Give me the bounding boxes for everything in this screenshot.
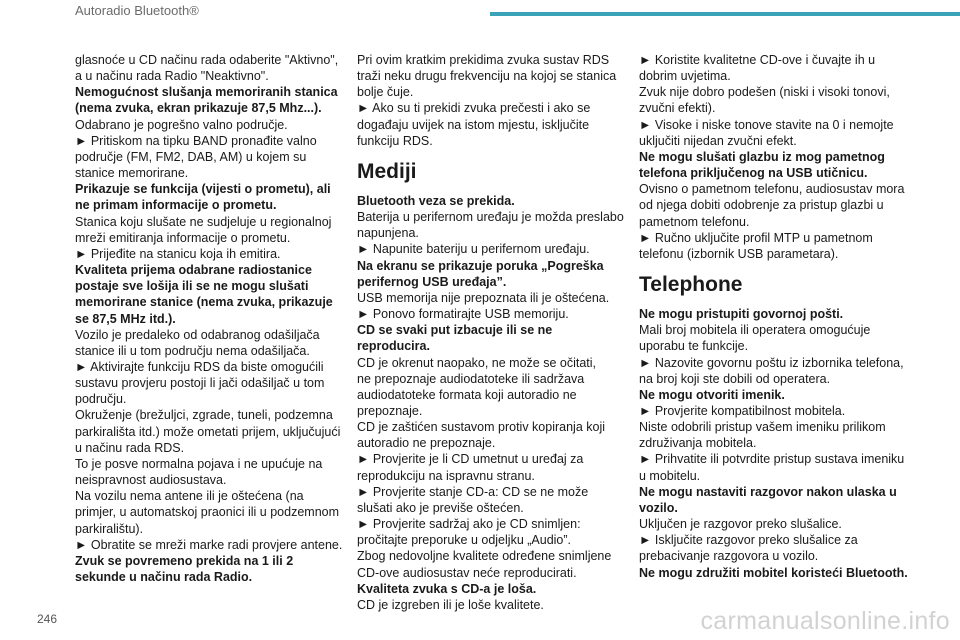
text-line: od njega dobiti odobrenje za pristup glazbi u xyxy=(639,198,884,213)
text-line: bolje čuje. xyxy=(357,85,414,100)
text-line: ne prepoznaje audiodatoteke ili sadržava xyxy=(357,371,585,386)
text-line: ► Prijeđite na stanicu koja ih emitira. xyxy=(75,246,281,261)
text-line: Niste odobrili pristup vašem imeniku prilikom xyxy=(639,420,886,435)
text-line: uporabu te funkcije. xyxy=(639,339,749,354)
text-line: CD je izgreben ili je loše kvalitete. xyxy=(357,597,544,612)
text-line: ne primam informacije o prometu. xyxy=(75,198,277,213)
text-line: funkciju RDS. xyxy=(357,133,433,148)
text-line: To je posve normalna pojava i ne upućuje na xyxy=(75,456,323,471)
text-line: pročitajte preporuke u odjeljku „Audio”. xyxy=(357,533,572,548)
text-line: CD-ove audiosustav neće reproducirati. xyxy=(357,565,577,580)
text-line: uključiti nijedan zvučni efekt. xyxy=(639,133,797,148)
text-line: prepoznaje. xyxy=(357,403,423,418)
text-line: (nema zvuka, ekran prikazuje 87,5 Mhz...). xyxy=(75,101,322,116)
text-line: telefona priključenog na USB utičnicu. xyxy=(639,166,868,181)
text-line: traži neku drugu frekvenciju na kojoj se stanica xyxy=(357,69,617,84)
text-line: Ne mogu nastaviti razgovor nakon ulaska u xyxy=(639,484,897,499)
text-line: ► Provjerite stanje CD-a: CD se ne može xyxy=(357,484,589,499)
header-title: Autoradio Bluetooth® xyxy=(75,3,199,18)
text-line: USB memorija nije prepoznata ili je oštećena. xyxy=(357,290,610,305)
text-line: memorirane stanice (nema zvuka, prikazuje xyxy=(75,295,333,310)
text-line: zvučni efekti). xyxy=(639,101,716,116)
text-line: ► Aktivirajte funkciju RDS da biste omogućili xyxy=(75,359,324,374)
text-line: ► Pritiskom na tipku BAND pronađite valno xyxy=(75,133,317,148)
text-line: postaje sve lošija ili se ne mogu slušati xyxy=(75,279,309,294)
text-line: ► Ponovo formatirajte USB memoriju. xyxy=(357,307,569,322)
text-line: ► Prihvatite ili potvrdite pristup sustava imeniku xyxy=(639,452,905,467)
text-line: Kvaliteta prijema odabrane radiostanice xyxy=(75,263,312,278)
text-line: događaju uvijek na istom mjestu, isključite xyxy=(357,117,590,132)
text-line: Zvuk se povremeno prekida na 1 ili 2 xyxy=(75,553,294,568)
text-line: sustavu provjeru postoji li jači odašiljač u tom xyxy=(75,376,325,391)
text-line: Bluetooth veza se prekida. xyxy=(357,193,515,208)
text-line: ► Obratite se mreži marke radi provjere antene. xyxy=(75,537,343,552)
text-line: združivanja mobitela. xyxy=(639,436,757,451)
text-line: se 87,5 MHz itd.). xyxy=(75,311,176,326)
text-line: mreži emitiranja informacije o prometu. xyxy=(75,230,291,245)
text-line: ► Provjerite sadržaj ako je CD snimljen: xyxy=(357,517,581,532)
text-line: Na vozilu nema antene ili je oštećena (na xyxy=(75,489,304,504)
text-line: Ne mogu slušati glazbu iz mog pametnog xyxy=(639,149,885,164)
header-accent-bar xyxy=(490,12,960,16)
text-line: ► Ručno uključite profil MTP u pametnom xyxy=(639,230,873,245)
text-line: Pri ovim kratkim prekidima zvuka sustav RDS xyxy=(357,53,610,67)
text-line: CD se svaki put izbacuje ili se ne reproducira. xyxy=(357,323,553,354)
text-line: Mali broj mobitela ili operatera omogućuje xyxy=(639,323,871,338)
text-line: pametnom telefonu. xyxy=(639,214,750,229)
text-line: u načinu rada RDS. xyxy=(75,440,185,455)
text-line: ► Provjerite je li CD umetnut u uređaj za xyxy=(357,452,584,467)
text-line: a u načinu rada Radio "Neaktivno". xyxy=(75,69,269,84)
text-line: u mobitelu. xyxy=(639,468,701,483)
text-line: audiodatoteke formata koji autoradio ne xyxy=(357,387,577,402)
text-line: Ne mogu pristupiti govornoj pošti. xyxy=(639,307,844,322)
text-line: na broj koji ste dobili od operatera. xyxy=(639,371,831,386)
text-line: Vozilo je predaleko od odabranog odašiljača xyxy=(75,327,320,342)
text-line: ► Nazovite govornu poštu iz izbornika telefona, xyxy=(639,355,904,370)
text-line: parkiralištu). xyxy=(75,521,144,536)
text-line: CD je zaštićen sustavom protiv kopiranja koji xyxy=(357,420,606,435)
text-line: parkirališta itd.) može ometati prijem, uključujući xyxy=(75,424,341,439)
text-line: Okruženje (brežuljci, zgrade, tuneli, podzemna xyxy=(75,408,333,423)
text-line: Odabrano je pogrešno valno područje. xyxy=(75,117,288,132)
text-line: autoradio ne prepoznaje. xyxy=(357,436,496,451)
column-1-text xyxy=(75,52,345,585)
text-line: sekunde u načinu rada Radio. xyxy=(75,570,253,584)
text-line: slušati ako je previše oštećen. xyxy=(357,500,524,515)
text-line: ► Isključite razgovor preko slušalice za xyxy=(639,533,858,548)
text-line: Nemogućnost slušanja memoriranih stanica xyxy=(75,85,338,100)
column-3-intro xyxy=(639,52,909,262)
text-line: CD je okrenut naopako, ne može se očitati, xyxy=(357,355,597,370)
text-line: stanice memorirane. xyxy=(75,166,189,181)
text-line: ► Napunite bateriju u perifernom uređaju. xyxy=(357,242,590,257)
text-line: Uključen je razgovor preko slušalice. xyxy=(639,517,842,532)
column-1 xyxy=(75,52,345,585)
watermark: carmanualsonline.info xyxy=(700,607,950,635)
text-line: prebacivanje razgovora u vozilo. xyxy=(639,549,819,564)
text-line: Ovisno o pametnom telefonu, audiosustav mora xyxy=(639,182,905,197)
column-2-intro xyxy=(357,52,627,149)
text-line: ► Koristite kvalitetne CD-ove i čuvajte ih u xyxy=(639,53,876,67)
text-line: Prikazuje se funkcija (vijesti o prometu), ali xyxy=(75,182,331,197)
column-2-body xyxy=(357,193,627,613)
text-line: neispravnost audiosustava. xyxy=(75,473,227,488)
text-line: područje (FM, FM2, DAB, AM) u kojem su xyxy=(75,149,307,164)
column-3-body xyxy=(639,306,909,581)
text-line: napunjena. xyxy=(357,226,419,241)
text-line: dobrim uvjetima. xyxy=(639,69,731,84)
text-line: ► Provjerite kompatibilnost mobitela. xyxy=(639,403,846,418)
text-line: Kvaliteta zvuka s CD-a je loša. xyxy=(357,581,537,596)
text-line: glasnoće u CD načinu rada odaberite "Aktivno", xyxy=(75,53,339,67)
text-line: vozilo. xyxy=(639,500,678,515)
section-heading-mediji: Mediji xyxy=(357,159,417,183)
text-line: Ne mogu združiti mobitel koristeći Bluetooth. xyxy=(639,565,908,580)
text-line: Ne mogu otvoriti imenik. xyxy=(639,387,785,402)
text-line: ► Visoke i niske tonove stavite na 0 i nemojte xyxy=(639,117,894,132)
column-3 xyxy=(639,52,909,581)
text-line: reprodukciju na ispravnu stranu. xyxy=(357,468,535,483)
text-line: području. xyxy=(75,392,127,407)
text-line: Na ekranu se prikazuje poruka „Pogreška xyxy=(357,258,604,273)
text-line: perifernog USB uređaja”. xyxy=(357,274,507,289)
text-line: Stanica koju slušate ne sudjeluje u regionalnoj xyxy=(75,214,332,229)
column-2 xyxy=(357,52,627,613)
text-line: Zvuk nije dobro podešen (niski i visoki tonovi, xyxy=(639,85,890,100)
text-line: telefonu (izbornik USB parametara). xyxy=(639,246,839,261)
text-line: Baterija u perifernom uređaju je možda preslabo xyxy=(357,210,624,225)
text-line: primjer, u automatskoj praonici ili u podzemnom xyxy=(75,505,340,520)
text-line: Zbog nedovoljne kvalitete određene snimljene xyxy=(357,549,612,564)
section-heading-telephone: Telephone xyxy=(639,273,743,297)
text-line: stanice ili u tom području nema odašiljača. xyxy=(75,343,310,358)
page-number: 246 xyxy=(37,612,58,626)
text-line: ► Ako su ti prekidi zvuka prečesti i ako se xyxy=(357,101,591,116)
